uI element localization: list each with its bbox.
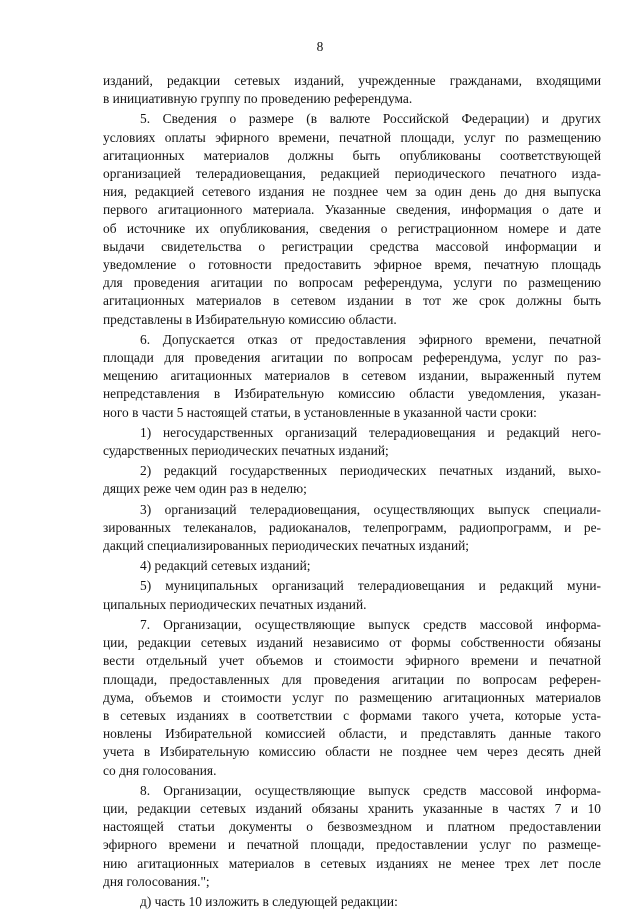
text-line: площади для проведения агитации по вопросам референдума, услуг по раз- (103, 350, 601, 366)
text-line: зированных телеканалов, радиоканалов, телепрограмм, радиопрограмм, и ре- (103, 519, 601, 535)
text-line: со дня голосования. (103, 762, 217, 778)
text-line: мещению агитационных материалов в сетевом издании, выраженный путем (103, 368, 601, 384)
text-line: 1) негосударственных организаций телерадиовещания и редакций него- (140, 424, 601, 440)
text-line: условиях оплаты эфирного времени, печатной площади, услуг по размещению (103, 129, 601, 145)
text-line: новлены Избирательной комиссией области, и представлять данные такого (103, 726, 601, 742)
paragraph (103, 616, 601, 780)
paragraph (103, 110, 601, 328)
text-line: для проведения агитации по вопросам референдума, услуги по размещению (103, 275, 601, 291)
page-number: 8 (316, 39, 324, 54)
text-line: агитационных материалов в сетевом издании в тот же срок должны быть (103, 293, 601, 309)
text-line: дакций специализированных периодических печатных изданий; (103, 538, 469, 554)
text-line: 8. Организации, осуществляющие выпуск средств массовой информа- (140, 782, 601, 798)
text-line: нию агитационных материалов в сетевых изданиях не менее трех лет после (103, 855, 601, 871)
text-line: ного в части 5 настоящей статьи, в установленные в указанной части сроки: (103, 404, 537, 420)
paragraph (103, 462, 601, 498)
text-line: дня голосования."; (103, 873, 210, 889)
text-line: ции, редакции сетевых изданий независимо от формы собственности обязаны (103, 635, 601, 651)
text-line: д) часть 10 изложить в следующей редакции: (140, 893, 398, 909)
text-line: агитационных материалов должны быть опубликованы соответствующей (103, 147, 601, 163)
text-line: 7. Организации, осуществляющие выпуск средств массовой информа- (140, 616, 601, 632)
paragraph (103, 424, 601, 460)
text-line: ципальных периодических печатных изданий. (103, 596, 367, 612)
paragraph (103, 331, 601, 422)
document-body (103, 72, 601, 913)
text-line: ния, редакцией сетевого издания не позднее чем за один день до дня выпуска (103, 184, 601, 200)
paragraph (103, 557, 601, 575)
text-line: учета в Избирательную комиссию области не позднее чем через десять дней (103, 744, 601, 760)
text-line: площади, предоставленных для проведения агитации по вопросам референ- (103, 671, 601, 687)
text-line: вести отдельный учет объемов и стоимости эфирного времени и печатной (103, 653, 601, 669)
text-line: в инициативную группу по проведению референдума. (103, 91, 413, 107)
paragraph (103, 893, 601, 911)
text-line: ции, редакции сетевых изданий обязаны хранить указанные в частях 7 и 10 (103, 800, 601, 816)
text-line: непредставления в Избирательную комиссию области уведомления, указан- (103, 386, 601, 402)
text-line: первого агитационного материала. Указанные сведения, информация о дате и (103, 202, 601, 218)
text-line: настоящей статьи документы о безвозмездном и платном предоставлении (103, 819, 601, 835)
text-line: 4) редакций сетевых изданий; (140, 558, 311, 574)
text-line: об источнике их опубликования, сведения о регистрационном номере и дате (103, 220, 601, 236)
paragraph (103, 72, 601, 108)
text-line: представлены в Избирательную комиссию области. (103, 311, 397, 327)
paragraph (103, 577, 601, 613)
text-line: 5. Сведения о размере (в валюте Российской Федерации) и других (140, 111, 601, 127)
text-line: в сетевых изданиях в соответствии с формами такого учета, которые уста- (103, 707, 601, 723)
text-line: 2) редакций государственных периодических печатных изданий, выхо- (140, 463, 601, 479)
text-line: дума, объемов и стоимости услуг по размещению агитационных материалов (103, 689, 601, 705)
paragraph (103, 501, 601, 556)
text-line: выдачи свидетельства о регистрации средства массовой информации и (103, 238, 601, 254)
paragraph (103, 782, 601, 891)
text-line: уведомление о готовности предоставить эфирное время, печатную площадь (103, 257, 601, 273)
text-line: 3) организаций телерадиовещания, осуществляющих выпуск специали- (140, 501, 601, 517)
text-line: эфирного времени и печатной площади, предоставлении услуг по размеще- (103, 837, 601, 853)
text-line: 5) муниципальных организаций телерадиовещания и редакций муни- (140, 578, 601, 594)
text-line: сударственных периодических печатных изданий; (103, 443, 389, 459)
text-line: дящих реже чем один раз в неделю; (103, 481, 307, 497)
text-line: 6. Допускается отказ от предоставления эфирного времени, печатной (140, 331, 601, 347)
text-line: изданий, редакции сетевых изданий, учрежденные гражданами, входящими (103, 73, 601, 88)
text-line: организацией телерадиовещания, редакцией периодического печатного изда- (103, 166, 601, 182)
